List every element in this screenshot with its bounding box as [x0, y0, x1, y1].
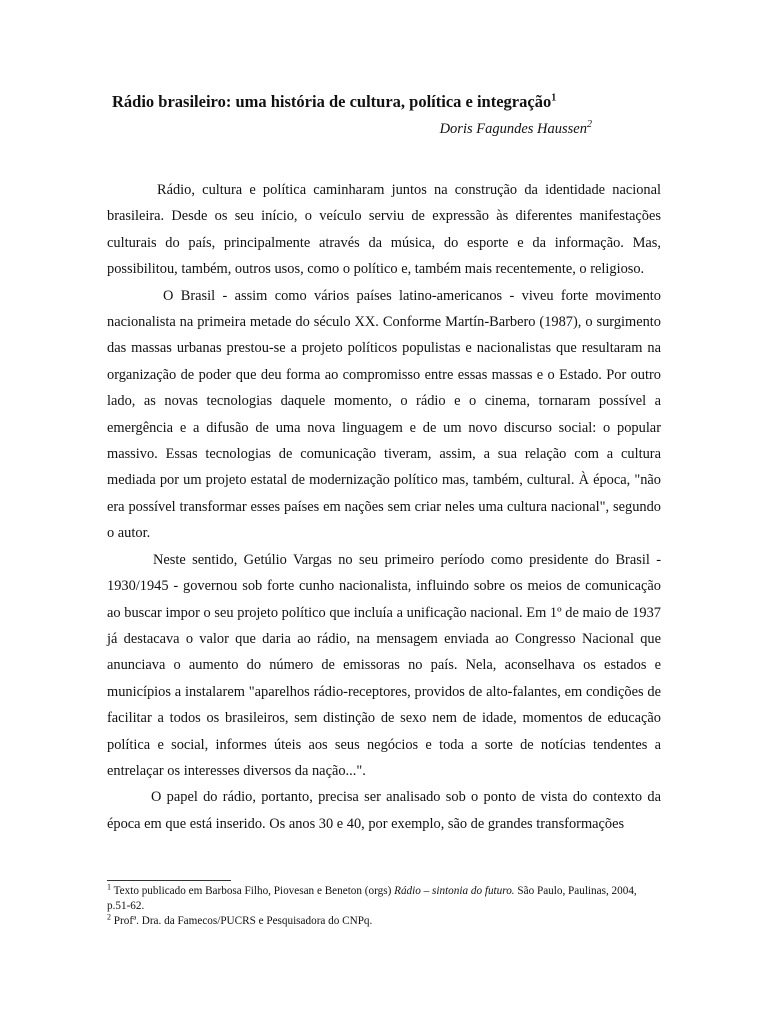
paragraph: O Brasil - assim como vários países latino-americanos - viveu forte movimento nacionalista na primeira metade do século XX. Conforme Martín-Barbero (1987), o surgimento das massas urbanas prestou-se a projeto políticos populistas e nacionalistas que resultaram na organização de poder que deu forma ao compromisso entre essas massas e o Estado. Por outro lado, as novas tecnologias daquele momento, o rádio e o cinema, tornaram possível a emergência e a difusão de uma nova linguagem e de um novo discurso social: o popular massivo. Essas tecnologias de comunicação tiveram, assim, a sua relação com a cultura mediada por um projeto estatal de modernização político mas, também, cultural. À época, "não era possível transformar esses países em nações sem criar neles uma cultura nacional", segundo o autor. [107, 287, 661, 542]
footnote-2 [107, 914, 661, 929]
title-text: Rádio brasileiro: uma história de cultura, política e integração [112, 92, 552, 111]
author-text: Doris Fagundes Haussen [439, 121, 587, 137]
paragraph: Rádio, cultura e política caminharam juntos na construção da identidade nacional brasileira. Desde os seu início, o veículo serviu de expressão às diferentes manifestações culturais do país, principalmente através da música, do esporte e da informação. Mas, possibilitou, também, outros usos, como o político e, também mais recentemente, o religioso. [107, 182, 661, 278]
document-title [112, 92, 556, 112]
footnote-text: São Paulo, Paulinas, 2004, p.51-62. [107, 885, 637, 912]
author-name [440, 121, 592, 138]
footnote-1 [107, 884, 661, 914]
footnotes [107, 884, 661, 929]
author-footnote-marker: 2 [587, 119, 592, 131]
body-text [107, 177, 661, 837]
footnote-separator [107, 880, 231, 881]
footnote-book-title: Rádio – sintonia do futuro. [394, 885, 515, 897]
paragraph: O papel do rádio, portanto, precisa ser analisado sob o ponto de vista do contexto da época em que está inserido. Os anos 30 e 40, por exemplo, são de grandes transformações [107, 789, 661, 832]
paragraph: Neste sentido, Getúlio Vargas no seu primeiro período como presidente do Brasil - 1930/1945 - governou sob forte cunho nacionalista, influindo sobre os meios de comunicação ao buscar impor o seu projeto político que incluía a unificação nacional. Em 1º de maio de 1937 já destacava o valor que daria ao rádio, na mensagem enviada ao Congresso Nacional que anunciava o aumento do número de emissoras no país. Nela, aconselhava os estados e municípios a instalarem "aparelhos rádio-receptores, providos de alto-falantes, em condições de facilitar a todos os brasileiros, sem distinção de sexo nem de idade, momentos de educação política e social, informes úteis aos seus negócios e toda a sorte de notícias tendentes a entrelaçar os interesses diversos da nação...". [107, 551, 661, 779]
footnote-number: 1 [107, 882, 111, 892]
footnote-number: 2 [107, 912, 111, 922]
title-footnote-marker: 1 [551, 92, 557, 104]
footnote-text: Profª. Dra. da Famecos/PUCRS e Pesquisadora do CNPq. [111, 915, 373, 927]
footnote-text: Texto publicado em Barbosa Filho, Piovesan e Beneton (orgs) [111, 885, 395, 897]
